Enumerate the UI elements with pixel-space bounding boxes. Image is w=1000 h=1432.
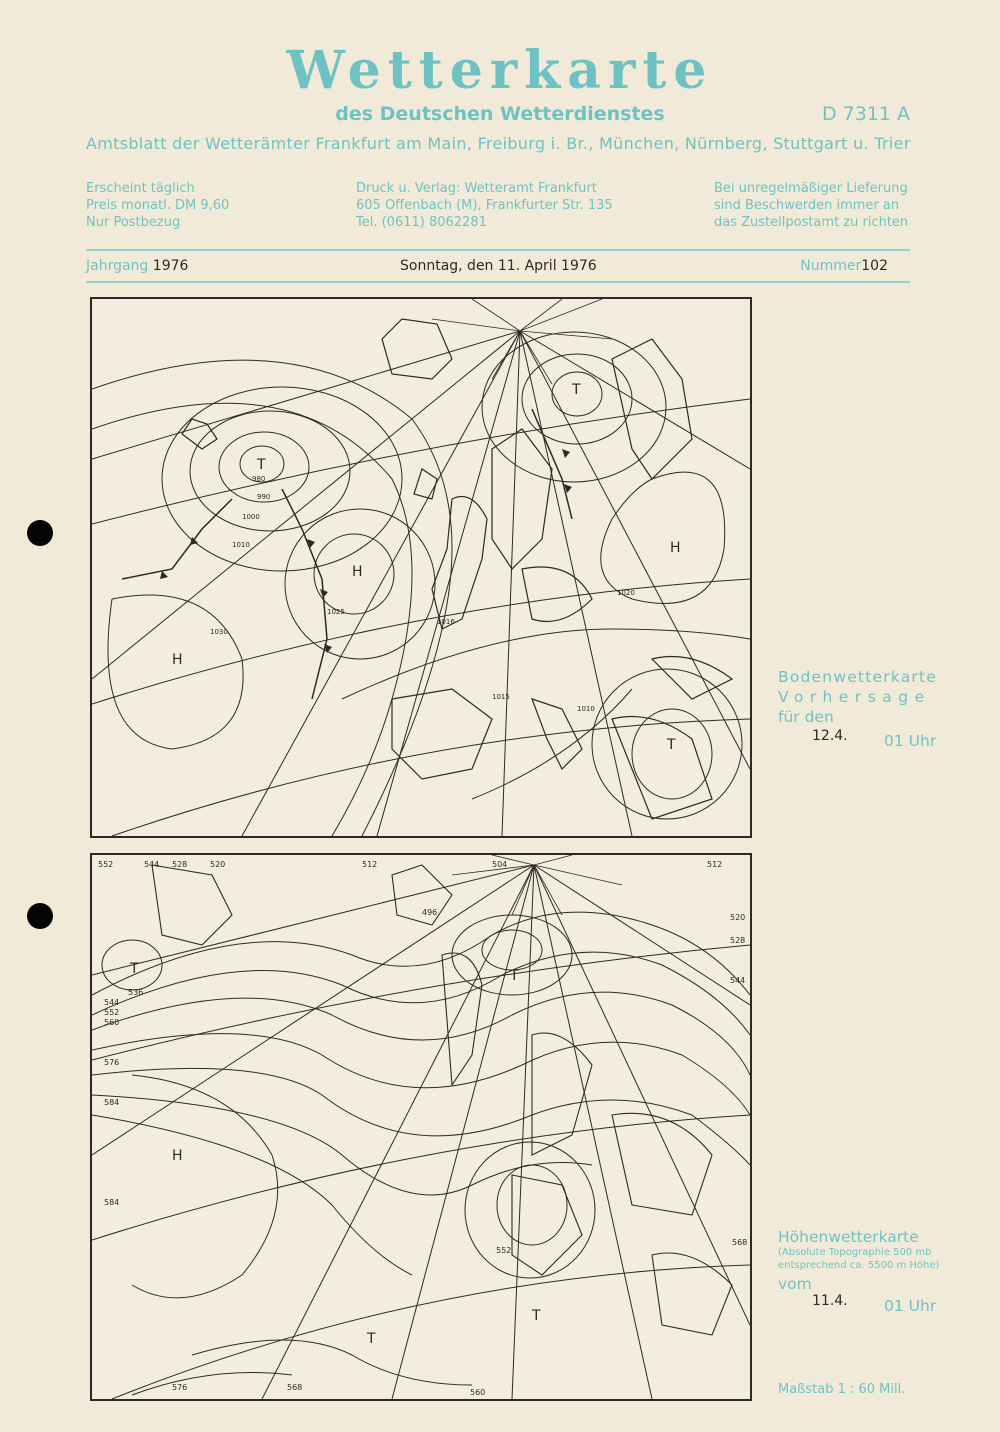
contour-value: 552 bbox=[98, 860, 114, 869]
contour-value: 552 bbox=[496, 1246, 512, 1255]
page-title: Wetterkarte bbox=[286, 40, 714, 101]
isobar bbox=[108, 595, 243, 749]
map-label-h: H bbox=[352, 564, 363, 580]
contour-value: 568 bbox=[287, 1383, 303, 1392]
isobar-value: 1000 bbox=[242, 513, 260, 521]
cold-front bbox=[122, 499, 232, 579]
meridian bbox=[534, 865, 750, 1325]
caption-time: 01 Uhr bbox=[884, 732, 937, 750]
issue-row bbox=[86, 258, 910, 278]
map-label-t: T bbox=[130, 961, 139, 977]
jahrgang bbox=[86, 258, 188, 274]
caption-subtitle: Vorhersage bbox=[778, 688, 931, 706]
meridian bbox=[520, 331, 632, 836]
contour bbox=[192, 1340, 472, 1385]
isobar bbox=[601, 472, 725, 603]
surface-map-drawing bbox=[92, 299, 750, 836]
map-label-h: H bbox=[670, 540, 681, 556]
upper-map-drawing bbox=[92, 855, 750, 1399]
jahrgang-label: Jahrgang bbox=[86, 258, 149, 274]
contour-value: 584 bbox=[104, 1098, 120, 1107]
contour-value: 512 bbox=[362, 860, 378, 869]
contour bbox=[132, 1373, 292, 1396]
isobar-value: 1010 bbox=[577, 705, 595, 713]
info-line: Bei unregelmäßiger Lieferung bbox=[714, 181, 908, 196]
contour bbox=[465, 1142, 595, 1278]
nummer bbox=[800, 258, 888, 274]
caption-note: (Absolute Topographie 500 mb bbox=[778, 1247, 932, 1258]
contour-value: 568 bbox=[732, 1238, 748, 1247]
map-label-t: T bbox=[532, 1308, 541, 1324]
contour bbox=[92, 1068, 750, 1165]
punch-hole bbox=[27, 903, 53, 929]
page-subtitle: des Deutschen Wetterdienstes bbox=[335, 103, 665, 125]
contour bbox=[92, 1115, 412, 1275]
caption-title: Höhenwetterkarte bbox=[778, 1228, 919, 1246]
isobar bbox=[285, 509, 435, 659]
caption-for: für den bbox=[778, 708, 834, 726]
map-label-t: T bbox=[510, 968, 519, 984]
isobar bbox=[92, 403, 412, 836]
contour bbox=[92, 952, 750, 1035]
contour-value: 576 bbox=[172, 1383, 188, 1392]
map-label-h: H bbox=[172, 652, 183, 668]
info-line: Druck u. Verlag: Wetteramt Frankfurt bbox=[356, 181, 597, 196]
info-line: 605 Offenbach (M), Frankfurter Str. 135 bbox=[356, 198, 613, 213]
contour-value: 520 bbox=[730, 913, 746, 922]
map-label-t: T bbox=[667, 737, 676, 753]
isobar-value: 1020 bbox=[617, 589, 635, 597]
meridian bbox=[520, 331, 750, 469]
info-middle bbox=[356, 180, 613, 231]
upper-air-map bbox=[90, 853, 752, 1401]
punch-hole bbox=[27, 520, 53, 546]
meridian bbox=[520, 331, 750, 769]
coastline bbox=[152, 865, 732, 1335]
info-line: Preis monatl. DM 9,60 bbox=[86, 198, 230, 213]
meridian bbox=[512, 865, 534, 1399]
caption-title: Bodenwetterkarte bbox=[778, 668, 937, 686]
contour-value: 544 bbox=[104, 998, 120, 1007]
isobar bbox=[342, 629, 750, 699]
meridian bbox=[534, 865, 652, 1399]
meridian bbox=[92, 331, 520, 679]
isobar-value: 1025 bbox=[327, 608, 345, 616]
info-line: Erscheint täglich bbox=[86, 181, 195, 196]
caption-time: 01 Uhr bbox=[884, 1297, 937, 1315]
caption-date: 11.4. bbox=[812, 1293, 848, 1309]
caption-note: entsprechend ca. 5500 m Höhe) bbox=[778, 1260, 940, 1271]
contour bbox=[497, 1165, 567, 1245]
contour bbox=[92, 1095, 592, 1195]
isobar-value: 1016 bbox=[437, 618, 455, 626]
front bbox=[532, 409, 572, 519]
map-label-t: T bbox=[257, 457, 266, 473]
parallel bbox=[112, 1265, 750, 1399]
contour bbox=[92, 912, 750, 995]
publication-code: D 7311 A bbox=[821, 103, 910, 125]
info-line: sind Beschwerden immer an bbox=[714, 198, 900, 213]
isobar-value: 1015 bbox=[492, 693, 510, 701]
map-label-t: T bbox=[572, 382, 581, 398]
surface-weather-map bbox=[90, 297, 752, 838]
isobar-value: 1030 bbox=[210, 628, 228, 636]
nummer-label: Nummer bbox=[800, 258, 862, 274]
info-line: Tel. (0611) 8062281 bbox=[356, 215, 487, 230]
info-right bbox=[714, 180, 908, 231]
contour-value: 536 bbox=[128, 988, 144, 997]
contour-value: 512 bbox=[707, 860, 723, 869]
nummer-value: 102 bbox=[861, 258, 888, 274]
contour-value: 528 bbox=[172, 860, 188, 869]
isobar bbox=[190, 411, 350, 531]
contour-value: 584 bbox=[104, 1198, 120, 1207]
contour-value: 576 bbox=[104, 1058, 120, 1067]
caption-date: 12.4. bbox=[812, 728, 848, 744]
map-label-t: T bbox=[367, 1331, 376, 1347]
map-scale: Maßstab 1 : 60 Mill. bbox=[778, 1382, 906, 1397]
parallel bbox=[92, 1115, 750, 1240]
info-line: Nur Postbezug bbox=[86, 215, 181, 230]
amtsblatt-line: Amtsblatt der Wetterämter Frankfurt am Main, Freiburg i. Br., München, Nürnberg, Stuttgart u. Trier bbox=[86, 134, 911, 153]
contour-value: 544 bbox=[144, 860, 160, 869]
meridian bbox=[92, 331, 520, 459]
contour-value: 552 bbox=[104, 1008, 120, 1017]
divider bbox=[86, 281, 910, 283]
isobar-value: 1010 bbox=[232, 541, 250, 549]
caption-vom: vom bbox=[778, 1275, 812, 1293]
contour-value: 520 bbox=[210, 860, 226, 869]
contour-value: 544 bbox=[730, 976, 746, 985]
parallel bbox=[92, 579, 750, 704]
meridian bbox=[502, 331, 520, 836]
issue-date: Sonntag, den 11. April 1976 bbox=[400, 258, 597, 274]
meridian bbox=[242, 331, 520, 836]
info-line: das Zustellpostamt zu richten bbox=[714, 215, 909, 230]
contour-value: 496 bbox=[422, 908, 438, 917]
meridian bbox=[377, 331, 520, 836]
upper-map-caption bbox=[778, 1228, 939, 1315]
info-left bbox=[86, 180, 229, 231]
contour-value: 560 bbox=[470, 1388, 486, 1397]
map-label-h: H bbox=[172, 1148, 183, 1164]
isobar bbox=[522, 354, 632, 444]
contour-value: 560 bbox=[104, 1018, 120, 1027]
surface-map-caption bbox=[778, 668, 937, 748]
jahrgang-value: 1976 bbox=[152, 258, 189, 274]
isobar-value: 980 bbox=[252, 475, 266, 483]
isobar bbox=[92, 360, 452, 836]
contour bbox=[132, 1075, 278, 1298]
coastline bbox=[182, 319, 732, 819]
contour-value: 504 bbox=[492, 860, 508, 869]
contour bbox=[92, 1034, 750, 1115]
isobar-value: 990 bbox=[257, 493, 271, 501]
meridian bbox=[392, 865, 534, 1399]
contour bbox=[92, 992, 750, 1075]
divider bbox=[86, 249, 910, 251]
contour-value: 528 bbox=[730, 936, 746, 945]
